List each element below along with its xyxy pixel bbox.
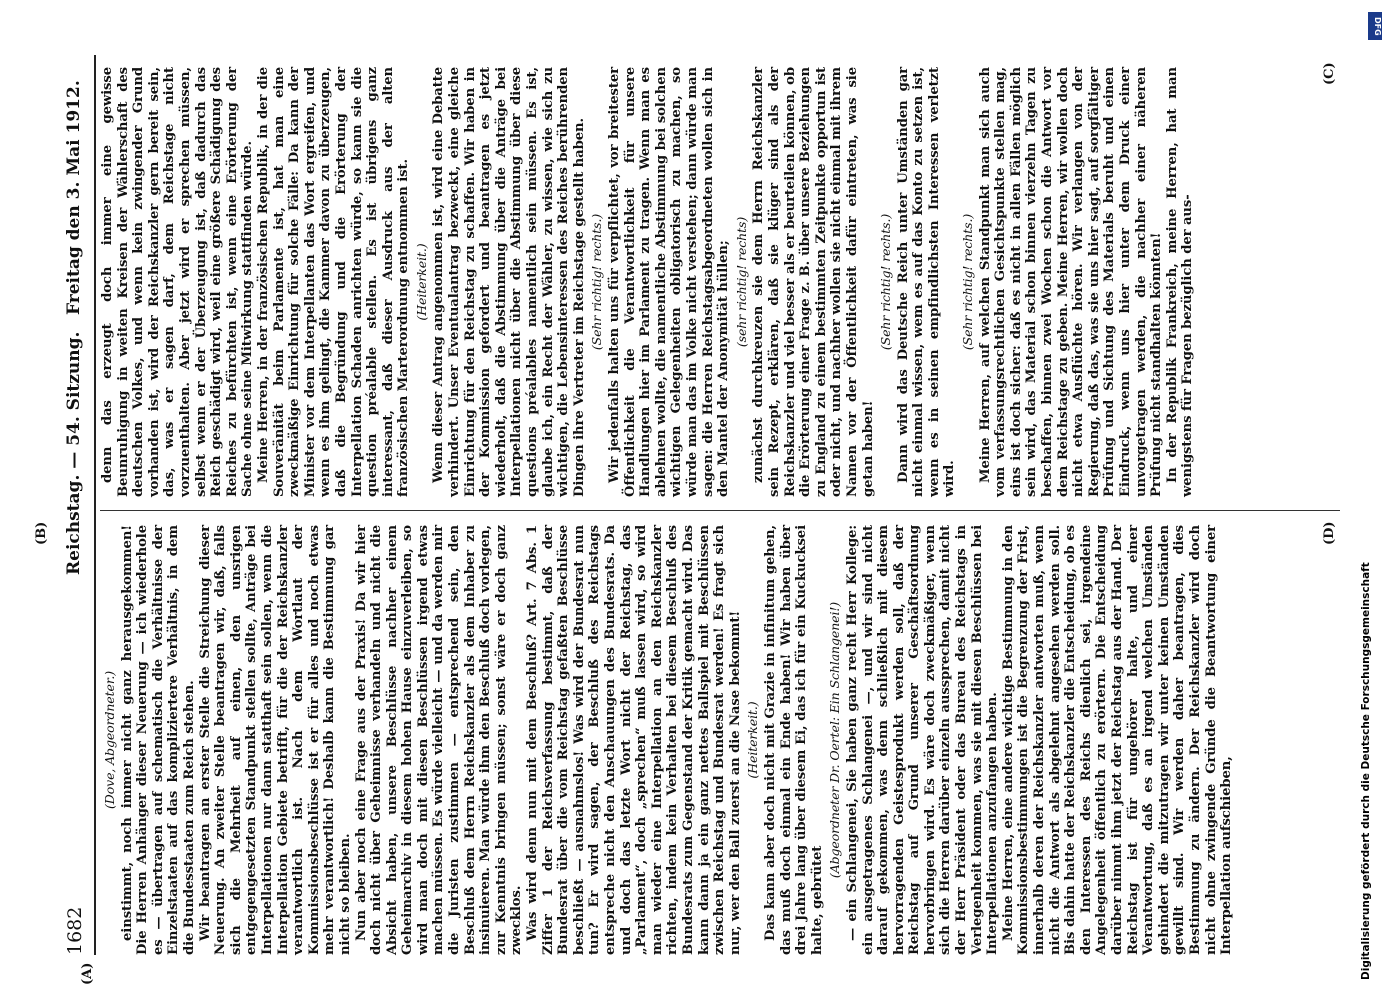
paragraph: Wir jedenfalls halten uns für verpflichtet, vor breitester Öffentlichkeit die Verantwortlichkeit für unsere Handlungen hier im Parlament zu tragen. Wenn man es ablehnen wollte, die namentliche Abstimmung bei solchen wichtigen Gelegenheiten obligatorisch zu machen, so würde man das im Volke nicht verstehen; dann würde man sagen: die Herren Reichstagsabgeordneten wollen sich in den Mantel der Anonymität hüllen; xyxy=(607,67,732,497)
margin-mark-a: (A) xyxy=(80,962,95,985)
page-header xyxy=(60,55,94,955)
paragraph: Wir beantragen an erster Stelle die Streichung dieser Neuerung. An zweiter Stelle beantragen wir, daß, falls sich die Mehrheit auf einen, den unsrigen entgegengesetzten Standpunkt stellen sollte, Anträge bei Interpellationen nur dann statthaft sein sollen, wenn die Interpellation Gebiete betrifft, für die der Reichskanzler verantwortlich ist. Nach dem Wortlaut der Kommissionsbeschlüsse ist er für alles und noch etwas mehr verantwortlich! Deshalb kann die Bestimmung gar nicht so bleiben. xyxy=(197,525,353,955)
session-date: Freitag den 3. Mai 1912. xyxy=(64,80,84,315)
paragraph: Was wird denn nun mit dem Beschluß? Art. 7 Abs. 1 Ziffer 1 der Reichsverfassung bestimmt, daß der Bundesrat über die vom Reichstag gefaßten Beschlüsse beschließt — ausnahmslos! Was wird der Bundesrat nun tun? Er wird sagen, der Beschluß des Reichstags entspreche nicht den Anschauungen des Bundesrats. Da und doch das letzte Wort nicht der Reichstag, das „Parlament“, doch „sprechen“ muß lassen wird, so wird man wieder eine Interpellation an den Reichskanzler richten, indem kein Verhalten bei diesem Beschluß des Bundesrats zum Gegenstand der Kritik gemacht wird. Das kann dann ja ein ganz nettes Ballspiel mit Beschlüssen zwischen Reichstag und Bundesrat werden! Es fragt sich nur, wer den Ball zuerst an die Nase bekommt! xyxy=(525,525,743,955)
rotated-page-content xyxy=(34,55,1350,985)
paragraph: Dann wird das Deutsche Reich unter Umständen gar nicht einmal wissen, wem es auf das Konto zu setzen ist, wenn es in seinen empfindlichsten Interessen verletzt wird. xyxy=(895,67,958,497)
interjection: (Heiterkeit.) xyxy=(745,701,761,779)
column-divider xyxy=(100,510,1340,511)
interjection: (Heiterkeit.) xyxy=(413,243,429,321)
paragraph: zunächst durchkreuzen sie dem Herrn Reichskanzler sein Rezept, erklären, daß sie klüger sind als der Reichskanzler und viel besser als er beurteilen können, ob die Erörterung einer Frage z. B. über unsere Beziehungen zu England zu einem bestimmten Zeitpunkte opportun ist oder nicht, und nachher wollen sie nicht einmal mit ihrem Namen vor der Öffentlichkeit dafür eintreten, was sie getan haben! xyxy=(751,67,876,497)
paragraph: Das kann aber doch nicht mit Grazie in infinitum gehen, das muß doch einmal ein Ende haben! Wir haben über drei Jahre lang über diesem Ei, das ich für ein Kuckucksei halte, gebrütet xyxy=(762,525,825,955)
margin-mark-d: (D) xyxy=(1322,521,1337,545)
header-rule xyxy=(94,55,96,955)
margin-mark-b: (B) xyxy=(34,521,49,545)
dfg-logo-icon: DFG xyxy=(1368,12,1382,40)
paragraph: Meine Herren, eine andere wichtige Bestimmung in den Kommissionsbestimmungen ist die Begrenzung der Frist, innerhalb deren der Reichskanzler antworten muß, wenn nicht die Antwort als abgelehnt angesehen werden soll. Bis dahin hatte der Reichskanzler die Entscheidung, ob es den Interessen des Reichs dienlich sei, irgendeine Angelegenheit öffentlich zu erörtern. Die Entscheidung darüber nimmt ihm jetzt der Reichstag aus der Hand. Der Reichstag ist für ungehörer halte, und einer Verantwortung, daß es an irgend welchen Umständen gehindert die mitzutragen wir unter keinen Umständen gewillt sind. Wir werden daher beantragen, dies Bestimmung zu ändern. Der Reichskanzler wird doch nicht ohne zwingende Gründe die Beantwortung einer Interpellation aufschieben, xyxy=(1000,525,1235,955)
interjection: (Sehr richtig! rechts.) xyxy=(960,213,976,351)
paragraph: einstimmt, noch immer nicht ganz herausgekommen! Die Herren Anhänger dieser Neuerung — ich wiederhole es — übertragen auf schematisch die Verhältnisse der Einzelstaaten auf das kompliziertere Verhältnis, in dem die Bundesstaaten zum Reich stehen. xyxy=(119,525,197,955)
left-column xyxy=(100,525,1235,955)
margin-mark-c: (C) xyxy=(1322,62,1337,85)
interjection: (Sehr richtig! rechts.) xyxy=(589,213,605,351)
paragraph: In der Republik Frankreich, meine Herren, hat man wenigstens für Fragen bezüglich der aus- xyxy=(1164,67,1196,497)
paragraph: denn das erzeugt doch immer eine gewisse Beunruhigung in weiten Kreisen der Wählerschaft des deutschen Volkes, und wenn kein zwingender Grund vorhanden ist, wird der Reichskanzler gern bereit sein, das, was er sagen darf, dem Reichstage nicht vorzuenthalten. Aber jetzt wird er sprechen müssen, selbst wenn er der Überzeugung ist, daß dadurch das Reich geschädigt wird, weil eine größere Schädigung des Reiches zu befürchten ist, wenn eine Erörterung der Sache ohne seine Mitwirkung stattfinden würde. xyxy=(100,67,256,497)
right-column xyxy=(100,67,1196,497)
interjection: (Abgeordneter Dr. Oertel: Ein Schlangenei!) xyxy=(827,601,843,879)
paragraph: Meine Herren, in der französischen Republik, in der die Souveränität beim Parlamente ist, hat man eine zweckmäßige Einrichtung für solche Fälle: Da kann der Minister vor dem Interpellanten das Wort ergreifen, und wenn es ihm gelingt, die Kammer davon zu überzeugen, daß die Begründung und die Erörterung der Interpellation Schaden anrichten würde, so kann sie die question préalable stellen. Es ist übrigens ganz interessant, daß dieser Ausdruck aus der alten französischen Marterordnung entnommen ist. xyxy=(255,67,412,497)
paragraph: Meine Herren, auf welchen Standpunkt man sich auch vom verfassungsrechtlichen Gesichtspunkte stellen mag, eins ist doch sicher: daß es nicht in allen Fällen möglich sein wird, das Material schon binnen vierzehn Tagen zu beschaffen, binnen zwei Wochen schon die Antwort vor dem Reichstage zu geben. Meine Herren, wir wollen doch nicht etwa Ausflüchte hören. Wir verlangen von der Regierung, daß das, was sie uns hier sagt, auf sorgfältiger Prüfung und Sichtung des Materials beruht und einen Eindruck, wenn uns hier unter dem Druck einer unvorgetragen werden, die nachher einer näheren Prüfung nicht standhalten könnten! xyxy=(977,67,1165,497)
digitization-note xyxy=(1360,20,1378,980)
interjection: (sehr richtig! rechts) xyxy=(733,216,749,348)
digitization-text: Digitalisierung gefördert durch die Deutsche Forschungsgemeinschaft xyxy=(1360,562,1372,980)
interjection: (Sehr richtig! rechts.) xyxy=(878,213,894,351)
paragraph: Wenn dieser Antrag angenommen ist, wird eine Debatte verhindert. Unser Eventualantrag bezweckt, eine gleiche Einrichtung für den Reichstag zu schaffen. Wir haben in der Kommission gefordert und beantragen es jetzt wiederholt, daß die Abstimmung über die Anträge bei Interpellationen nicht über die Abstimmung über diese questions préalables namentlich sein müssen. Es ist, glaube ich, ein Recht der Wähler, zu wissen, wie sich zu wichtigen, die Lebensinteressen des Reiches berührenden Dingen ihre Vertreter im Reichstage gestellt haben. xyxy=(431,67,587,497)
paragraph: — ein Schlangenei, Sie haben ganz recht Herr Kollege: ein ausgetragenes Schlangenei —, und wir sind nicht darauf gekommen, was denn schließlich mit diesem hervorragenden Geistesprodukt werden soll, daß der Reichstag auf Grund unserer Geschäftsordnung hervorbringen wird. Es wäre doch zweckmäßiger, wenn sich die Herren darüber einzeln aussprechen, damit nicht der Herr Präsident oder das Bureau des Reichstags in Verlegenheit kommen, was sie mit diesen Beschlüssen bei Interpellationen anzufangen haben. xyxy=(844,525,1001,955)
speaker-note: (Dove, Abgeordneter.) xyxy=(102,671,117,809)
page-number: 1682 xyxy=(64,906,86,955)
paragraph: Nun aber noch eine Frage aus der Praxis! Da wir hier doch nicht über Geheimnisse verhandeln und nicht die Absicht haben, unsere Beschlüsse nachher einem Geheimarchiv in diesem hohen Hause einzuverleiben, so wird man doch mit diesen Beschlüssen irgend etwas machen müssen. Es würde vielleicht — und da werden mir die Juristen zustimmen — entsprechend sein, den Beschluß dem Herrn Reichskanzler als dem Inhaber zu insinuieren. Man würde ihm den Beschluß doch vorlegen, zur Kenntnis bringen müssen; sonst wäre er doch ganz zwecklos. xyxy=(353,525,525,955)
session-title: Reichstag. — 54. Sitzung. xyxy=(64,331,84,575)
